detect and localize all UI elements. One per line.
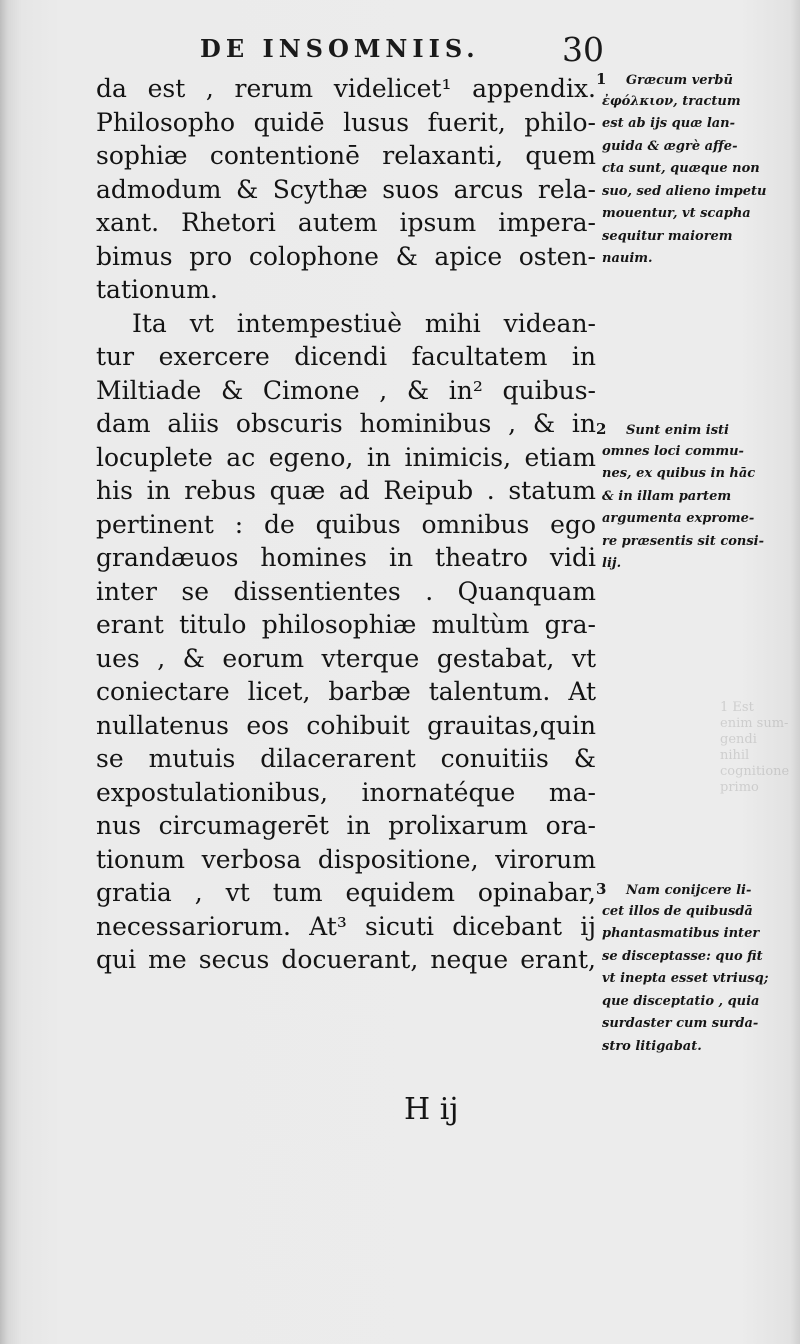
note-line: Græcum verbū (626, 73, 733, 88)
note-number: 2 (596, 420, 607, 438)
text-line: grandæuos homines in theatro vidi (96, 543, 596, 572)
note-line: stro litigabat. (602, 1038, 702, 1054)
note-line: guida & ægrè affe- (602, 138, 738, 154)
note-line: cta sunt, quæque non (602, 161, 760, 176)
note-line: lij. (602, 556, 622, 571)
page-number: 30 (562, 30, 604, 69)
text-line: ues , & eorum vterque gestabat, vt (96, 643, 596, 673)
text-line: expostulationibus, inornatéque ma- (96, 777, 596, 807)
note-line: omnes loci commu- (602, 443, 744, 459)
running-title: DE INSOMNIIS. (200, 34, 480, 63)
note-line: & in illam partem (602, 488, 732, 504)
note-line: se disceptasse: quo fit (602, 948, 763, 964)
text-line: locuplete ac egeno, in inimicis, etiam (96, 442, 596, 472)
note-line: nes, ex quibus in hāc (602, 466, 756, 481)
text-line: admodum & Scythæ suos arcus rela- (96, 174, 596, 204)
text-line: qui me secus docuerant, neque erant, (96, 945, 596, 974)
note-line: phantasmatibus inter (602, 926, 760, 941)
note-line: vt inepta esset vtriusq; (602, 971, 769, 986)
text-line: erant titulo philosophiæ multùm gra- (96, 610, 596, 639)
note-line: argumenta exprome- (602, 511, 755, 526)
text-line: nus circumagerēt in prolixarum ora- (96, 811, 596, 840)
text-line: gratia , vt tum equidem opinabar, (96, 878, 596, 907)
note-line: nauim. (602, 251, 653, 266)
text-line: necessariorum. At³ sicuti dicebant ij (96, 911, 596, 941)
text-line: dam aliis obscuris hominibus , & in (96, 409, 596, 438)
main-text-block (96, 72, 596, 977)
text-line: nullatenus eos cohibuit grauitas,quin (96, 710, 596, 740)
text-line: his in rebus quæ ad Reipub . statum (96, 476, 596, 505)
text-line: tionum verbosa dispositione, virorum (96, 844, 596, 874)
text-line: inter se dissentientes . Quanquam (96, 576, 596, 606)
text-line: Philosopho quidē lusus fuerit, philo- (96, 107, 596, 137)
note-number: 3 (596, 880, 607, 898)
note-line: sequitur maiorem (602, 228, 733, 244)
note-line: mouentur, vt scapha (602, 206, 751, 221)
text-line: tationum. (96, 275, 218, 304)
text-line: tur exercere dicendi facultatem in (96, 342, 596, 371)
text-line: se mutuis dilacerarent conuitiis & (96, 744, 596, 773)
text-line: coniectare licet, barbæ talentum. At (96, 677, 596, 706)
text-line: pertinent : de quibus omnibus ego (96, 509, 596, 539)
note-line: cet illos de quibusdā (602, 903, 753, 919)
text-line: da est , rerum videlicet¹ appendix. (96, 74, 596, 103)
margin-note-1 (596, 68, 790, 271)
note-line: re præsentis sit consi- (602, 533, 765, 549)
page-header (200, 30, 604, 70)
note-line: est ab ijs quæ lan- (602, 116, 736, 131)
note-line: ἐφόλκιον, tractum (602, 93, 741, 109)
note-line: que disceptatio , quia (602, 993, 760, 1009)
text-line: bimus pro colophone & apice osten- (96, 241, 596, 271)
signature-mark: H ij (404, 1092, 459, 1127)
text-line: sophiæ contentionē relaxanti, quem (96, 141, 596, 170)
margin-note-2 (596, 418, 790, 576)
note-line: surdaster cum surda- (602, 1016, 759, 1031)
bleed-through-text: 1 Est enim sum- gendi nihil cognitione primo (720, 700, 790, 795)
paragraph-start-line: Ita vt intempestiuè mihi videan- (132, 308, 596, 338)
text-line: Miltiade & Cimone , & in² quibus- (96, 375, 596, 405)
note-line: Nam conijcere li- (626, 883, 752, 898)
text-line: xant. Rhetori autem ipsum impera- (96, 208, 596, 237)
margin-note-3 (596, 878, 790, 1058)
note-number: 1 (596, 70, 607, 88)
note-line: suo, sed alieno impetu (602, 183, 767, 199)
note-line: Sunt enim isti (626, 423, 729, 438)
